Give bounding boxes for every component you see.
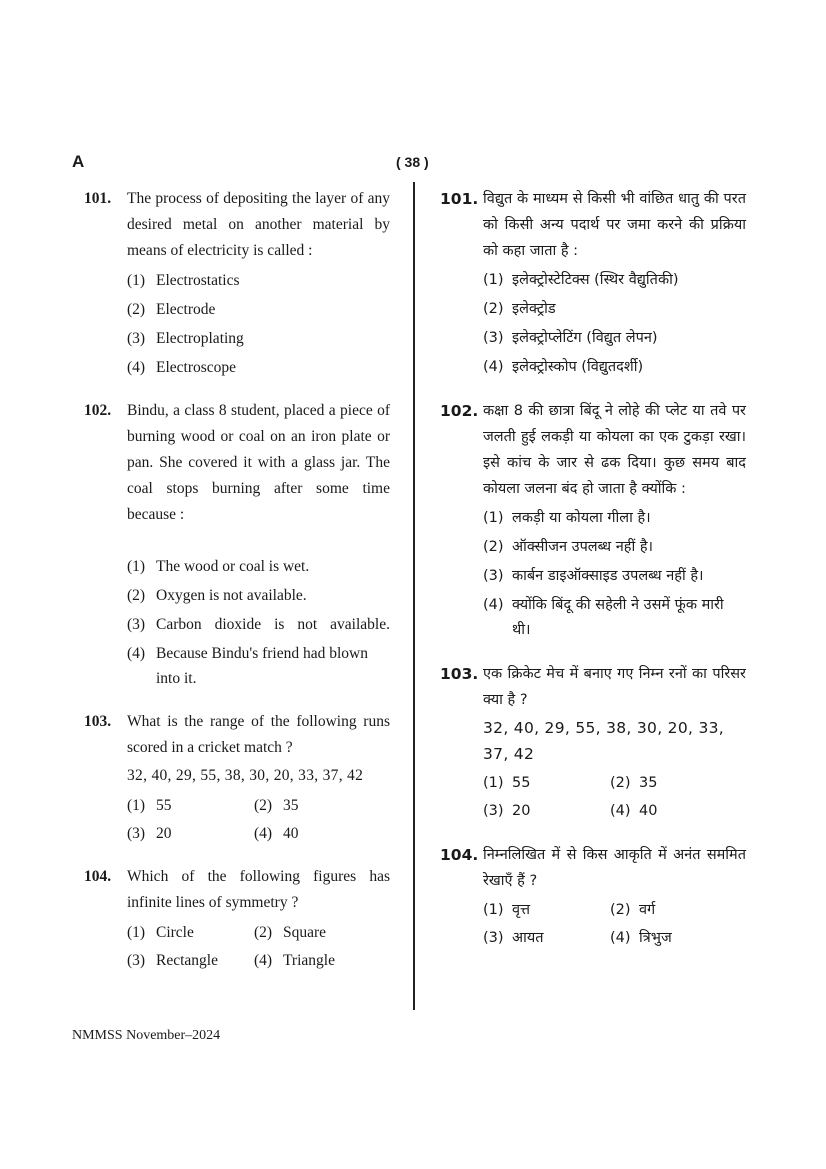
option-number: (2) [610,775,631,791]
option-number: (4) [610,803,631,819]
option-text: Electroplating [156,330,244,347]
option-text: Oxygen is not available. [156,587,307,604]
option-text: इलेक्ट्रोस्टेटिक्स (स्थिर वैद्युतिकी) [512,272,679,288]
question-text: निम्नलिखित में से किस आकृति में अनंत सममित रेखाएँ हैं ? [483,847,746,889]
option [610,799,746,824]
data-values: 32, 40, 29, 55, 38, 30, 20, 33, 37, 42 [483,719,724,763]
question-number: 104. [440,846,479,864]
option [254,920,390,945]
option-text: ऑक्सीजन उपलब्ध नहीं है। [512,539,654,555]
question-101-hi [440,186,746,380]
option [483,771,610,796]
option [483,355,746,380]
option-number: (4) [254,825,273,842]
option-text: त्रिभुज [639,930,672,946]
question-103-hi [440,661,746,824]
option-text: 35 [283,797,299,814]
option [483,926,610,951]
option [483,297,746,322]
option-text: Electrostatics [156,272,240,289]
option-number: (2) [483,301,504,317]
english-column [84,186,390,991]
option [483,506,746,531]
option-number: (1) [127,272,146,289]
option-text: Rectangle [156,952,218,969]
options-grid [127,920,390,973]
option-number: (3) [483,568,504,584]
option-text: Electroscope [156,359,237,376]
option [483,593,746,643]
option-number: (1) [483,272,504,288]
option-number: (1) [127,924,146,941]
question-104-en [84,864,390,973]
hindi-column [440,186,746,969]
data-values: 32, 40, 29, 55, 38, 30, 20, 33, 37, 42 [127,767,364,784]
column-divider [413,182,415,1010]
option-text: Electrode [156,301,216,318]
question-103-en [84,709,390,846]
question-text: एक क्रिकेट मेच में बनाए गए निम्न रनों का परिसर क्या है ? [483,666,746,708]
option-number: (4) [127,645,146,662]
option-number: (3) [127,616,146,633]
option-number: (4) [483,359,504,375]
option-number: (4) [610,930,631,946]
page-number: ( 38 ) [396,154,429,170]
question-number: 101. [440,190,479,208]
option-text: कार्बन डाइऑक्साइड उपलब्ध नहीं है। [512,568,704,584]
option [483,535,746,560]
option [483,898,610,923]
option-text: इलेक्ट्रोड [512,301,556,317]
footer-exam-name: NMMSS November–2024 [72,1028,221,1043]
option-number: (1) [483,775,504,791]
option-number: (2) [483,539,504,555]
option-number: (4) [127,359,146,376]
option-text: 35 [639,775,658,791]
question-text: Bindu, a class 8 student, placed a piece of burning wood or coal on an iron plate or pan. She covered it with a glass jar. The coal stops burning after some time because : [127,402,390,523]
option-number: (3) [483,930,504,946]
options-grid [127,793,390,846]
options-list [127,268,390,380]
option-number: (4) [254,952,273,969]
option [483,564,746,589]
option [610,926,746,951]
option-text: 55 [156,797,172,814]
option-text: लकड़ी या कोयला गीला है। [512,510,651,526]
option [483,326,746,351]
option-number: (1) [483,902,504,918]
options-list [483,506,746,643]
question-number: 102. [84,402,112,419]
question-number: 103. [440,665,479,683]
option-text: 40 [639,803,658,819]
option [254,948,390,973]
question-number: 101. [84,190,112,207]
question-number: 102. [440,402,479,420]
option-text: इलेक्ट्रोस्कोप (विद्युतदर्शी) [512,359,644,375]
option [127,355,390,380]
option [127,821,254,846]
option-number: (2) [254,924,273,941]
option-number: (3) [483,330,504,346]
option-text: Square [283,924,327,941]
option-text: 40 [283,825,299,842]
question-text: What is the range of the following runs scored in a cricket match ? [127,713,390,756]
option-text: 20 [156,825,172,842]
option-number: (1) [127,558,146,575]
options-grid [483,898,746,951]
option [127,554,390,579]
option-number: (1) [483,510,504,526]
option [483,268,746,293]
option [127,612,390,637]
option-number: (2) [127,587,146,604]
question-text: Which of the following figures has infinite lines of symmetry ? [127,868,390,911]
option-number: (2) [254,797,273,814]
options-list [127,554,390,691]
options-grid [483,771,746,824]
option-number: (3) [127,952,146,969]
option [127,268,390,293]
question-number: 104. [84,868,112,885]
option [610,898,746,923]
option [127,326,390,351]
question-text: The process of depositing the layer of any desired metal on another material by means of electricity is called : [127,190,390,259]
option-number: (2) [127,301,146,318]
question-102-en [84,398,390,691]
option-text: 55 [512,775,531,791]
option [127,793,254,818]
option-text: इलेक्ट्रोप्लेटिंग (विद्युत लेपन) [512,330,658,346]
option [127,948,254,973]
option [127,920,254,945]
option [127,641,390,691]
option-number: (3) [127,330,146,347]
option [483,799,610,824]
option-text: Because Bindu's friend had blown into it. [156,645,368,687]
question-104-hi [440,842,746,951]
option [254,821,390,846]
option [127,297,390,322]
question-text: कक्षा 8 की छात्रा बिंदू ने लोहे की प्लेट या तवे पर जलती हुई लकड़ी या कोयला का एक टुकड़ा रखा। इसे कांच के जार से ढक दिया। कुछ समय बाद कोयला जलना बंद हो जाता है क्योंकि : [483,403,746,497]
option [610,771,746,796]
option [254,793,390,818]
option-text: 20 [512,803,531,819]
question-text: विद्युत के माध्यम से किसी भी वांछित धातु की परत को किसी अन्य पदार्थ पर जमा करने की प्रक्रिया को कहा जाता है : [483,191,746,259]
option-text: वर्ग [639,902,656,918]
question-102-hi [440,398,746,643]
question-101-en [84,186,390,380]
option-number: (1) [127,797,146,814]
question-number: 103. [84,713,112,730]
set-letter: A [72,152,85,171]
option-number: (2) [610,902,631,918]
option-text: वृत्त [512,902,531,918]
option-number: (3) [127,825,146,842]
option-text: Triangle [283,952,335,969]
option-text: Carbon dioxide is not available. [156,616,390,633]
option-text: आयत [512,930,544,946]
option [127,583,390,608]
option-text: The wood or coal is wet. [156,558,310,575]
options-list [483,268,746,380]
option-text: Circle [156,924,194,941]
option-text: क्योंकि बिंदू की सहेली ने उसमें फूंक मारी थी। [512,597,724,638]
option-number: (4) [483,597,504,613]
option-number: (3) [483,803,504,819]
